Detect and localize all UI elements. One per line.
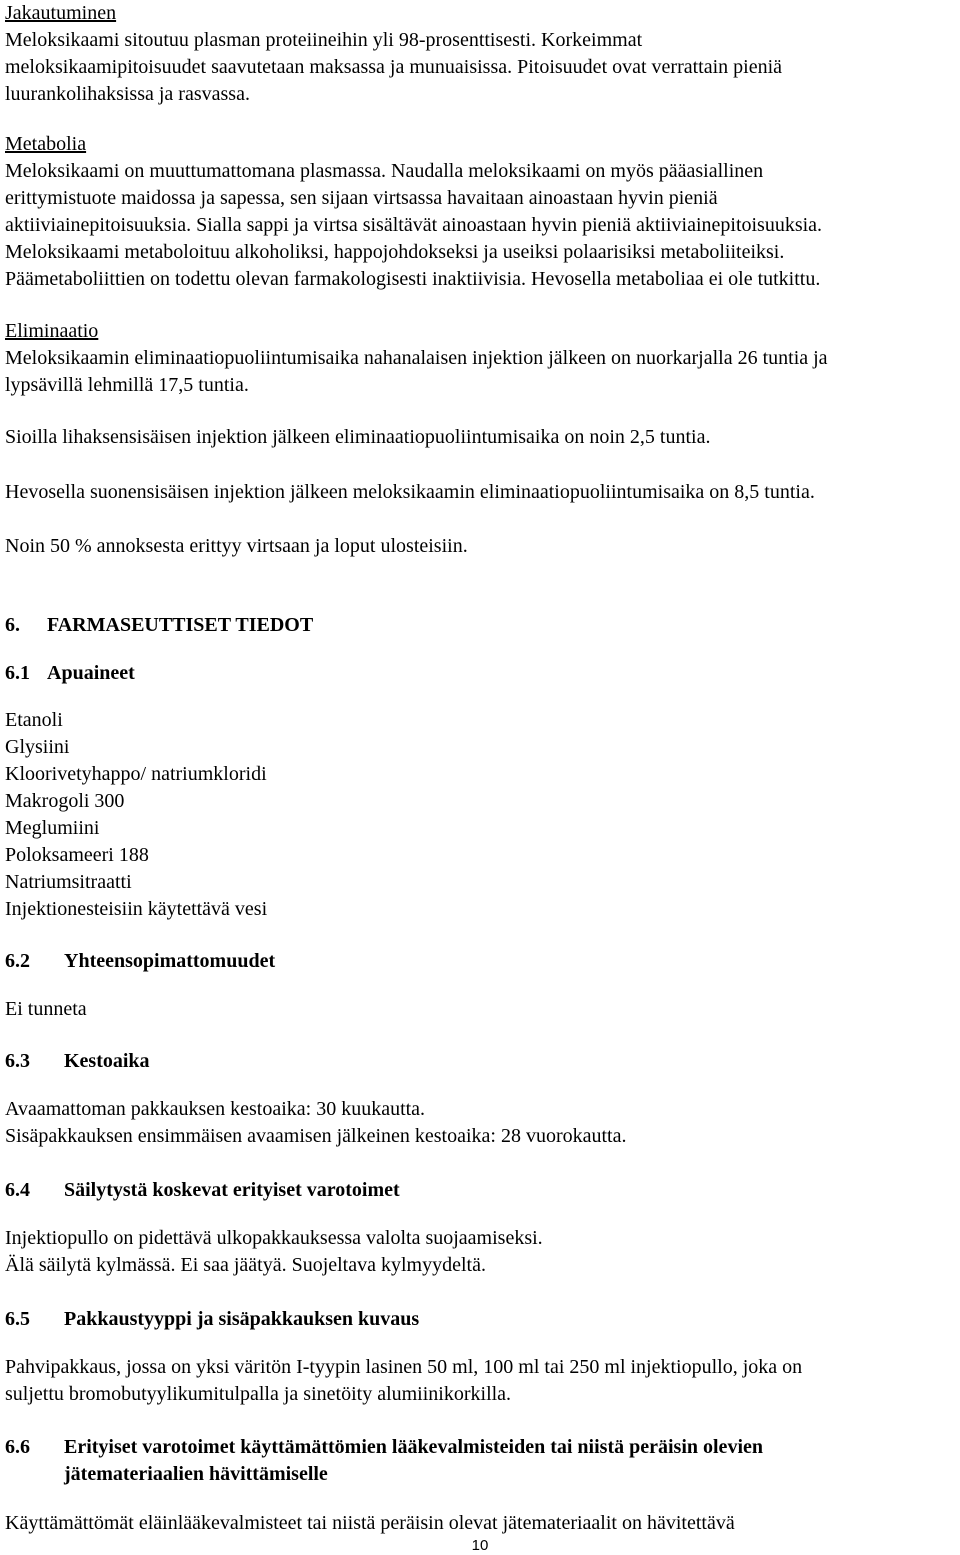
section-number: 6.2 [5, 950, 30, 972]
section-heading-6 [5, 612, 957, 639]
page-number: 10 [471, 1537, 489, 1554]
paragraph: Käyttämättömät eläinlääkevalmisteet tai niistä peräisin olevat jätemateriaalit on hävitettävä [5, 1512, 735, 1534]
section-title: Pakkaustyyppi ja sisäpakkauksen kuvaus [64, 1308, 420, 1330]
paragraph-line: aktiiviainepitoisuuksia. Sialla sappi ja virtsa sisältävät ainoastaan hyvin pieniä aktiiviainepitoisuuksia. [5, 214, 823, 236]
section-heading-6-2 [5, 948, 957, 975]
section-heading-6-1 [5, 660, 957, 687]
paragraph-line: Meloksikaamin eliminaatiopuoliintumisaika nahanalaisen injektion jälkeen on nuorkarjalla 26 tuntia ja [5, 347, 828, 369]
section-heading-6-3 [5, 1048, 957, 1075]
section-jakautuminen [5, 0, 957, 108]
paragraph-line: Injektiopullo on pidettävä ulkopakkauksessa valolta suojaamiseksi. [5, 1227, 543, 1249]
paragraph-line: suljettu bromobutyylikumitulpalla ja sinetöity alumiinikorkilla. [5, 1383, 512, 1405]
paragraph-line: Meloksikaami sitoutuu plasman proteiineihin yli 98-prosenttisesti. Korkeimmat [5, 29, 643, 51]
list-item: Injektionesteisiin käytettävä vesi [5, 898, 268, 920]
section-title: Kestoaika [64, 1050, 150, 1072]
heading-metabolia: Metabolia [5, 133, 87, 155]
section-heading-6-6 [5, 1434, 960, 1488]
packaging-text [5, 1354, 957, 1408]
section-eliminaatio [5, 318, 957, 399]
heading-jakautuminen: Jakautuminen [5, 2, 117, 24]
section-metabolia [5, 131, 957, 293]
section-heading-6-5 [5, 1306, 957, 1333]
list-item: Poloksameeri 188 [5, 844, 149, 866]
paragraph: Hevosella suonensisäisen injektion jälkeen meloksikaamin eliminaatiopuoliintumisaika on 8,5 tuntia. [5, 481, 815, 503]
paragraph-line: Meloksikaami on muuttumattomana plasmassa. Naudalla meloksikaami on myös pääasiallinen [5, 160, 764, 182]
paragraph: Ei tunneta [5, 998, 87, 1020]
section-number: 6.4 [5, 1179, 30, 1201]
paragraph-line: luurankolihaksissa ja rasvassa. [5, 83, 250, 105]
paragraph-line: Älä säilytä kylmässä. Ei saa jäätyä. Suojeltava kylmyydeltä. [5, 1254, 486, 1276]
heading-eliminaatio: Eliminaatio [5, 320, 99, 342]
paragraph: Sioilla lihaksensisäisen injektion jälkeen eliminaatiopuoliintumisaika on noin 2,5 tuntia. [5, 426, 711, 448]
shelf-life-text [5, 1096, 957, 1150]
paragraph-line: Sisäpakkauksen ensimmäisen avaamisen jälkeinen kestoaika: 28 vuorokautta. [5, 1125, 627, 1147]
section-number: 6.5 [5, 1308, 30, 1330]
paragraph-line: lypsävillä lehmillä 17,5 tuntia. [5, 374, 249, 396]
paragraph-line: meloksikaamipitoisuudet saavutetaan maksassa ja munuaisissa. Pitoisuudet ovat verrattain pieniä [5, 56, 783, 78]
paragraph-line: Pahvipakkaus, jossa on yksi väritön I-tyypin lasinen 50 ml, 100 ml tai 250 ml injektiopullo, joka on [5, 1356, 803, 1378]
section-title: Apuaineet [47, 662, 135, 684]
list-item: Meglumiini [5, 817, 100, 839]
section-number: 6.6 [5, 1436, 30, 1458]
section-title-line: Erityiset varotoimet käyttämättömien lääkevalmisteiden tai niistä peräisin olevien [64, 1436, 763, 1458]
section-title: FARMASEUTTISET TIEDOT [47, 614, 314, 636]
paragraph-line: Päämetaboliittien on todettu olevan farmakologisesti inaktiivisia. Hevosella metaboliaa ei ole tutkittu. [5, 268, 821, 290]
section-title: Säilytystä koskevat erityiset varotoimet [64, 1179, 400, 1201]
list-item: Natriumsitraatti [5, 871, 132, 893]
paragraph-line: Avaamattoman pakkauksen kestoaika: 30 kuukautta. [5, 1098, 426, 1120]
list-item: Glysiini [5, 736, 70, 758]
paragraph-line: erittymistuote maidossa ja sapessa, sen sijaan virtsassa havaitaan ainoastaan hyvin pieniä [5, 187, 718, 209]
section-heading-6-4 [5, 1177, 957, 1204]
section-number: 6. [5, 614, 20, 636]
section-number: 6.3 [5, 1050, 30, 1072]
paragraph: Noin 50 % annoksesta erittyy virtsaan ja loput ulosteisiin. [5, 535, 468, 557]
document-page [5, 0, 955, 1534]
section-number: 6.1 [5, 662, 30, 684]
list-item: Kloorivetyhappo/ natriumkloridi [5, 763, 267, 785]
paragraph-line: Meloksikaami metaboloituu alkoholiksi, happojohdokseksi ja useiksi polaarisiksi metaboliiteiksi. [5, 241, 785, 263]
excipient-list [5, 707, 957, 923]
list-item: Makrogoli 300 [5, 790, 125, 812]
list-item: Etanoli [5, 709, 63, 731]
section-title-line: jätemateriaalien hävittämiselle [64, 1463, 328, 1485]
section-title: Yhteensopimattomuudet [64, 950, 276, 972]
storage-text [5, 1225, 957, 1279]
